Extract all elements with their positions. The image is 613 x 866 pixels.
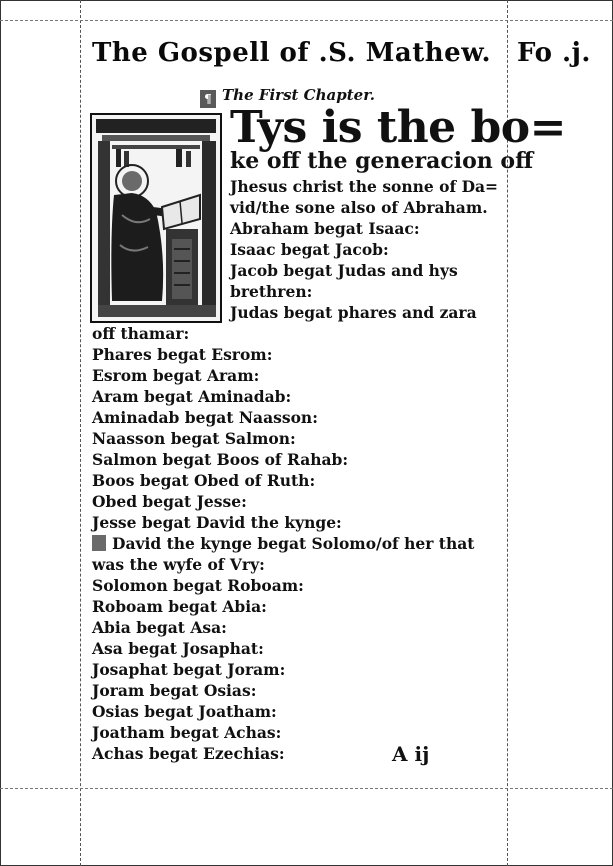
- text-line: Isaac begat Jacob:: [230, 240, 389, 259]
- signature-mark: A ij: [392, 742, 430, 766]
- chapter-heading-text: The First Chapter.: [222, 86, 375, 104]
- text-line: Jesse begat David the kynge:: [92, 513, 342, 532]
- text-line: Joatham begat Achas:: [92, 723, 282, 742]
- folio-number: Fo .j.: [517, 38, 591, 68]
- guide-line-bottom: [0, 788, 613, 789]
- text-line: Asa begat Josaphat:: [92, 639, 264, 658]
- text-line: brethren:: [230, 282, 313, 301]
- running-head-title: The Gospell of .S. Mathew.: [92, 38, 492, 68]
- text-line: Naasson begat Salmon:: [92, 429, 296, 448]
- guide-line-left: [80, 0, 81, 866]
- evangelist-woodcut: [90, 113, 222, 323]
- text-line-content: David the kynge begat Solomo/of her that: [112, 534, 475, 553]
- text-line: Phares begat Esrom:: [92, 345, 273, 364]
- text-line: Roboam begat Abia:: [92, 597, 267, 616]
- text-line: Esrom begat Aram:: [92, 366, 260, 385]
- text-line: Achas begat Ezechias:: [92, 744, 285, 763]
- text-line: Abia begat Asa:: [92, 618, 227, 637]
- text-line: Jacob begat Judas and hys: [230, 261, 458, 280]
- text-line: off thamar:: [92, 324, 190, 343]
- text-line: Obed begat Jesse:: [92, 492, 247, 511]
- text-line: ke off the generacion off: [230, 148, 534, 174]
- versemark-icon: [92, 535, 106, 551]
- text-line: was the wyfe of Vry:: [92, 555, 265, 574]
- text-line: Osias begat Joatham:: [92, 702, 277, 721]
- incipit-line: Tys is the bo=: [230, 102, 566, 153]
- text-line: Aminadab begat Naasson:: [92, 408, 318, 427]
- text-line: Jhesus christ the sonne of Da=: [230, 177, 499, 196]
- text-line-with-versemark: [92, 534, 474, 554]
- text-line: Abraham begat Isaac:: [230, 219, 420, 238]
- text-line: vid/the sone also of Abraham.: [230, 198, 488, 217]
- text-line: Josaphat begat Joram:: [92, 660, 286, 679]
- pilcrow-icon: ¶: [200, 90, 216, 108]
- running-head: [92, 38, 591, 68]
- text-line: Judas begat phares and zara: [230, 303, 477, 322]
- text-line: Aram begat Aminadab:: [92, 387, 292, 406]
- text-line: Joram begat Osias:: [92, 681, 257, 700]
- guide-line-top: [0, 20, 613, 21]
- text-line: Boos begat Obed of Ruth:: [92, 471, 316, 490]
- text-line: Solomon begat Roboam:: [92, 576, 304, 595]
- woodcut-image: [92, 115, 220, 321]
- text-line: Salmon begat Boos of Rahab:: [92, 450, 349, 469]
